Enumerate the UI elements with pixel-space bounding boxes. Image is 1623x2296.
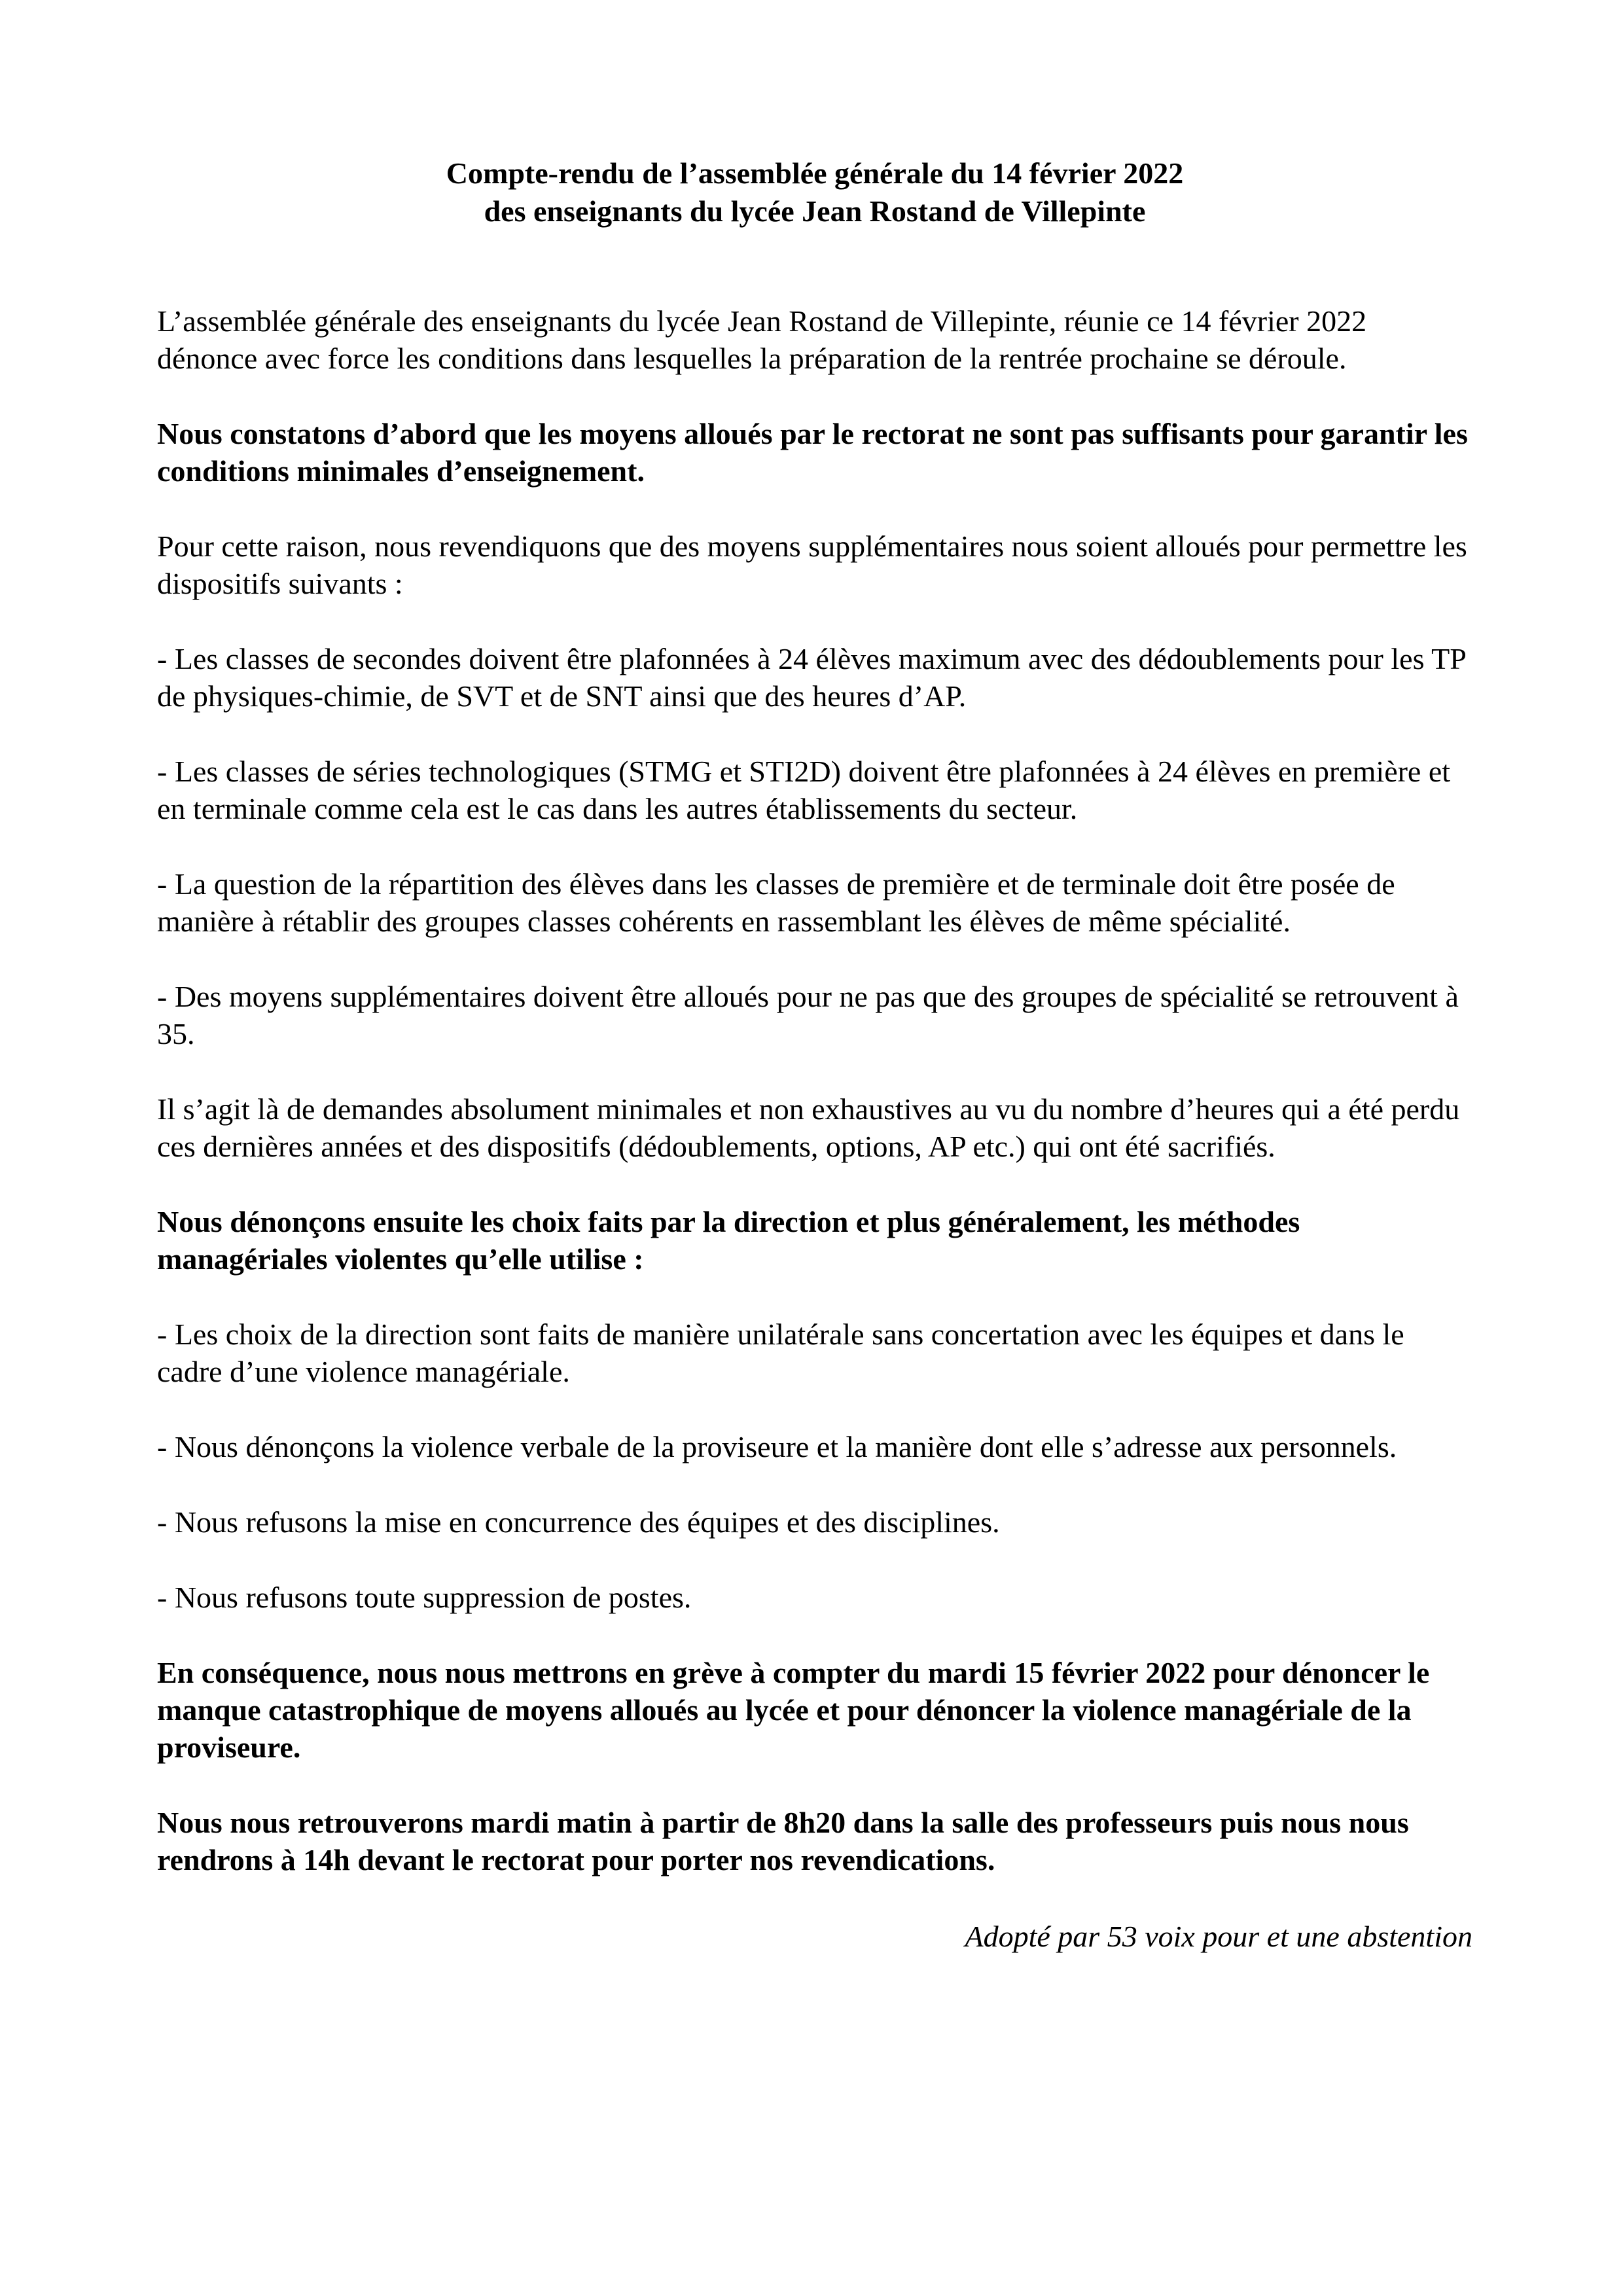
paragraph-revendication: Pour cette raison, nous revendiquons que des moyens supplémentaires nous soient alloués pour permettre les dispositifs suivants :	[157, 529, 1467, 600]
paragraph-intro: L’assemblée générale des enseignants du lycée Jean Rostand de Villepinte, réunie ce 14 février 2022 dénonce avec force les conditions dans lesquelles la préparation de la rentrée prochaine se déroule.	[157, 304, 1367, 375]
title-line-2: des enseignants du lycée Jean Rostand de Villepinte	[484, 194, 1146, 228]
list-item-mise-en-concurrence: - Nous refusons la mise en concurrence des équipes et des disciplines.	[157, 1505, 1000, 1539]
document-body	[157, 302, 1472, 1955]
list-item-groupes-specialite: - Des moyens supplémentaires doivent être alloués pour ne pas que des groupes de spécialité se retrouvent à 35.	[157, 980, 1459, 1050]
list-item-choix-direction: - Les choix de la direction sont faits de manière unilatérale sans concertation avec les équipes et dans le cadre d’une violence managériale.	[157, 1318, 1404, 1388]
document-page	[157, 154, 1472, 1993]
list-item-violence-verbale: - Nous dénonçons la violence verbale de la proviseure et la manière dont elle s’adresse aux personnels.	[157, 1430, 1397, 1463]
list-item-repartition: - La question de la répartition des élèves dans les classes de première et de terminale doit être posée de manière à rétablir des groupes classes cohérents en rassemblant les élèves de même spécialité.	[157, 867, 1395, 938]
paragraph-constat-moyens: Nous constatons d’abord que les moyens alloués par le rectorat ne sont pas suffisants pour garantir les conditions minimales d’enseignement.	[157, 417, 1468, 488]
list-item-suppression-postes: - Nous refusons toute suppression de postes.	[157, 1581, 692, 1614]
paragraph-greve: En conséquence, nous nous mettrons en grève à compter du mardi 15 février 2022 pour dénoncer le manque catastrophique de moyens alloués au lycée et pour dénoncer la violence managériale de la proviseure.	[157, 1656, 1430, 1764]
title-line-1: Compte-rendu de l’assemblée générale du 14 février 2022	[446, 156, 1184, 190]
paragraph-demandes-minimales: Il s’agit là de demandes absolument minimales et non exhaustives au vu du nombre d’heures qui a été perdu ces dernières années et des dispositifs (dédoublements, options, AP etc.) qui ont été sacrifiés.	[157, 1092, 1460, 1163]
paragraph-denonciation-direction: Nous dénonçons ensuite les choix faits par la direction et plus généralement, les méthodes managériales violentes qu’elle utilise :	[157, 1205, 1300, 1276]
paragraph-rendez-vous: Nous nous retrouverons mardi matin à partir de 8h20 dans la salle des professeurs puis nous nous rendrons à 14h devant le rectorat pour porter nos revendications.	[157, 1806, 1409, 1876]
vote-result: Adopté par 53 voix pour et une abstention	[965, 1920, 1472, 1953]
list-item-secondes: - Les classes de secondes doivent être plafonnées à 24 élèves maximum avec des dédoublements pour les TP de physiques-chimie, de SVT et de SNT ainsi que des heures d’AP.	[157, 642, 1466, 713]
list-item-series-techno: - Les classes de séries technologiques (STMG et STI2D) doivent être plafonnées à 24 élèves en première et en terminale comme cela est le cas dans les autres établissements du secteur.	[157, 755, 1451, 825]
document-title	[157, 154, 1472, 230]
